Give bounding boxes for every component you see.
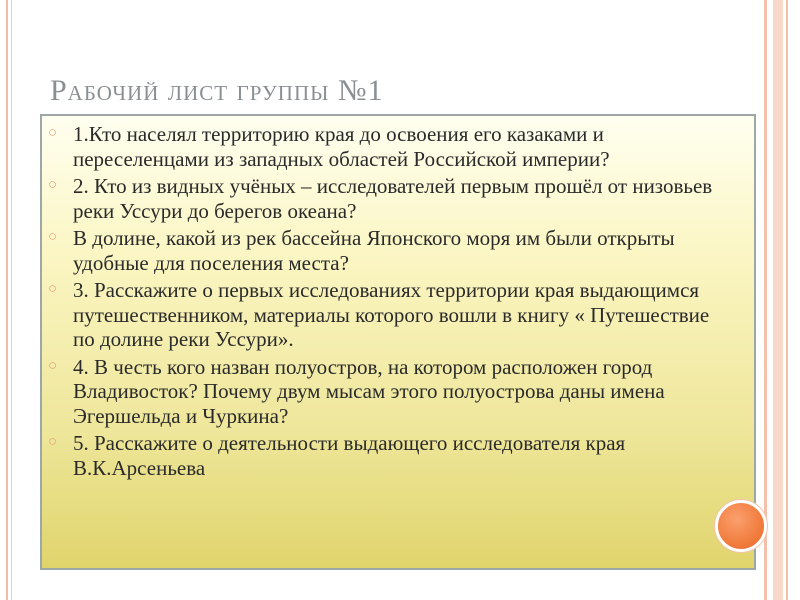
right-decor-stripe-outer <box>786 0 788 600</box>
list-item-text: 1.Кто населял территорию края до освоения его казаками и переселенцами из западных областей Российской империи? <box>73 122 610 171</box>
slide-title: Рабочий лист группы №1 <box>50 74 384 107</box>
circle-bullet-icon: ○ <box>48 229 58 245</box>
list-item <box>48 431 718 480</box>
left-decor-stripe-thin <box>11 0 12 600</box>
list-item <box>48 278 718 352</box>
content-box <box>40 114 756 570</box>
circle-bullet-icon: ○ <box>48 434 58 450</box>
circle-bullet-icon: ○ <box>48 281 58 297</box>
list-item <box>48 226 718 275</box>
list-item <box>48 122 718 171</box>
list-item <box>48 174 718 223</box>
list-item-text: 3. Расскажите о первых исследованиях территории края выдающимся путешественником, материалы которого вошли в книгу « Путешествие по долине реки Уссури». <box>73 278 710 351</box>
list-item-text: В долине, какой из рек бассейна Японского моря им были открыты удобные для поселения места? <box>73 226 675 275</box>
list-item-text: 4. В честь кого назван полуостров, на котором расположен город Владивосток? Почему двум мысам этого полуострова даны имена Эгершельда и Чуркина? <box>73 354 665 428</box>
left-decor-stripe <box>6 0 8 600</box>
list-item <box>48 354 718 429</box>
circle-bullet-icon: ○ <box>48 357 58 374</box>
right-decor-band <box>773 0 783 600</box>
circle-bullet-icon: ○ <box>48 125 58 141</box>
orange-circle-decor <box>715 500 767 552</box>
circle-bullet-icon: ○ <box>48 177 58 193</box>
list-item-text: 2. Кто из видных учёных – исследователей первым прошёл от низовьев реки Уссури до берегов океана? <box>73 174 713 223</box>
list-item-text: 5. Расскажите о деятельности выдающего исследователя края В.К.Арсеньева <box>73 431 626 480</box>
question-list <box>48 122 718 480</box>
right-decor-stripe <box>764 0 767 600</box>
